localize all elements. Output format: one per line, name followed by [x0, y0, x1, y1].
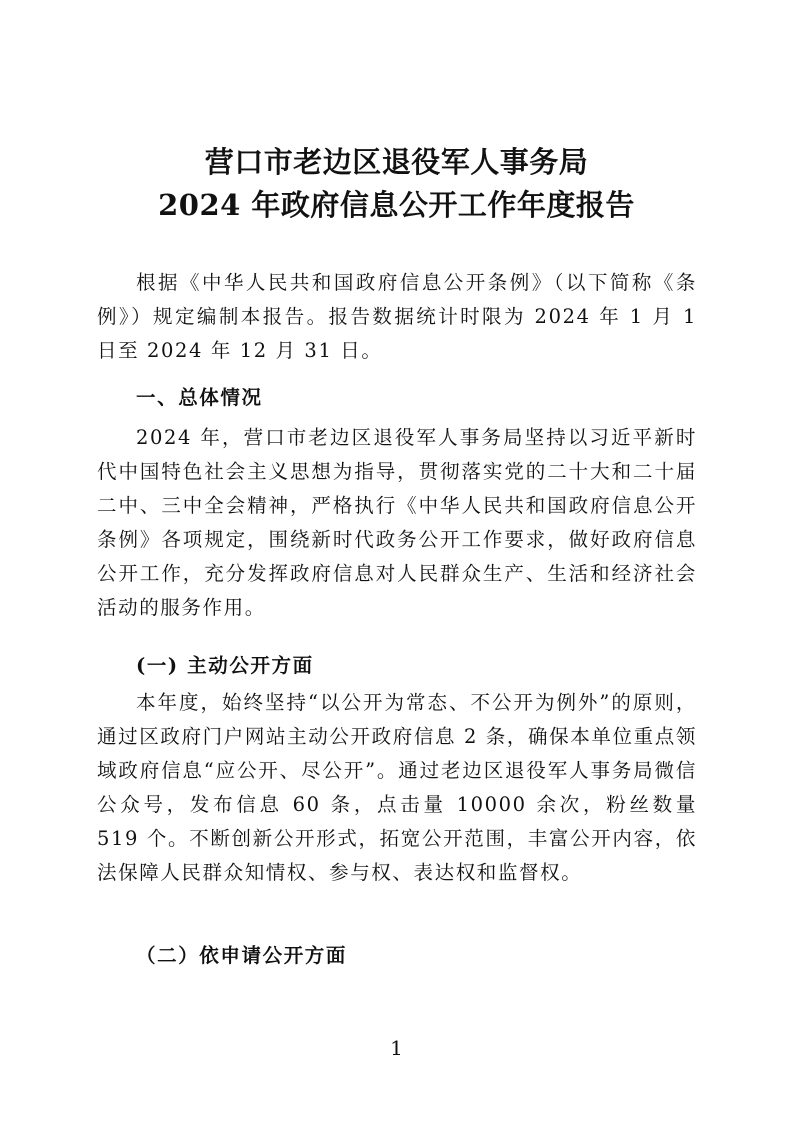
subsection-heading-active-disclosure: (一) 主动公开方面 — [136, 654, 314, 677]
overview-paragraph: 2024 年，营口市老边区退役军人事务局坚持以习近平新时代中国特色社会主义思想为指导，贯彻落实党的二十大和二十届二中、三中全会精神，严格执行《中华人民共和国政府信息公开条例》各项规定，围绕新时代政务公开工作要求，做好政府信息公开工作，充分发挥政府信息对人民群众生产、生活和经济社会活动的服务作用。 — [97, 426, 697, 619]
section-heading-overview: 一、总体情况 — [136, 386, 263, 409]
subsection-heading-request-disclosure: （二）依申请公开方面 — [136, 944, 348, 967]
page-number: 1 — [390, 1036, 403, 1060]
active-disclosure-paragraph: 本年度，始终坚持“以公开为常态、不公开为例外”的原则，通过区政府门户网站主动公开政府信息 2 条，确保本单位重点领域政府信息“应公开、尽公开”。通过老边区退役军人事务局微信公众号，发布信息 60 条，点击量 10000 余次，粉丝数量 519 个。不断创新公开形式，拓宽公开范围，丰富公开内容，依法保障人民群众知情权、参与权、表达权和监督权。 — [97, 691, 697, 884]
document-title-line-1: 营口市老边区退役军人事务局 — [204, 145, 589, 179]
document-title-line-2: 2024 年政府信息公开工作年度报告 — [158, 188, 635, 222]
intro-paragraph: 根据《中华人民共和国政府信息公开条例》（以下简称《条例》）规定编制本报告。报告数据统计时限为 2024 年 1 月 1 日至 2024 年 12 月 31 日。 — [97, 271, 697, 362]
